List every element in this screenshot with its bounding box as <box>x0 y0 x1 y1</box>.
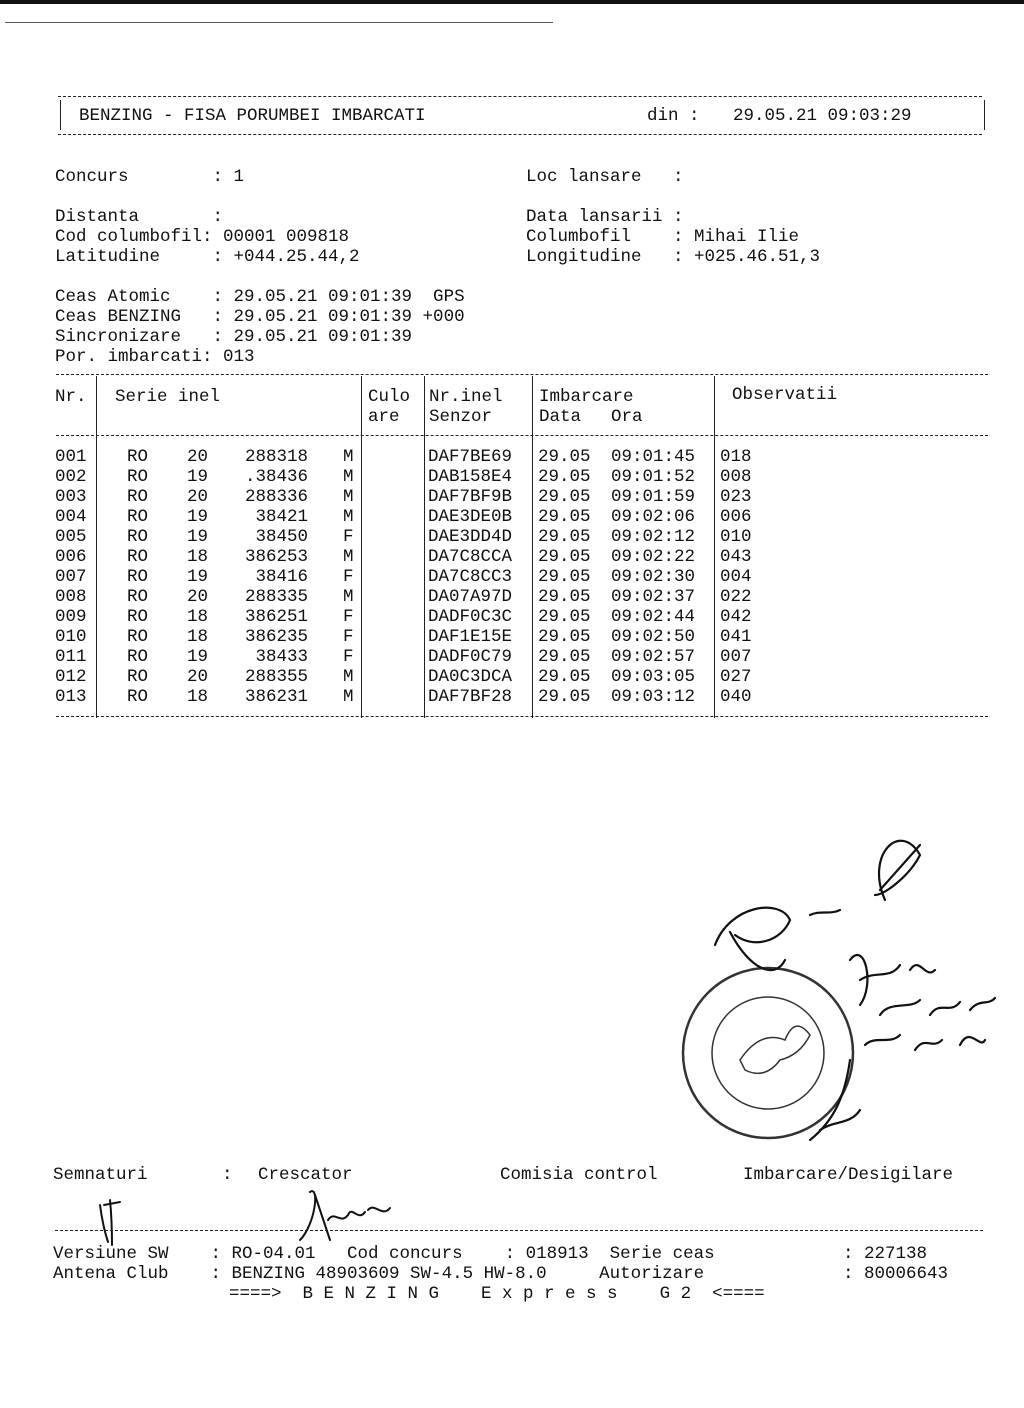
autorizare-value: : 80006643 <box>843 1264 949 1284</box>
cell-sex: M <box>343 547 354 567</box>
cell-country: RO <box>127 447 149 467</box>
cell-date: 29.05 <box>538 547 591 567</box>
cell-date: 29.05 <box>538 627 591 647</box>
table-row <box>0 667 1024 687</box>
cell-nr: 002 <box>55 467 87 487</box>
sincronizare-line: Sincronizare : 29.05.21 09:01:39 <box>55 327 413 347</box>
cell-sensor: DADF0C79 <box>428 647 513 667</box>
cell-nr: 004 <box>55 507 87 527</box>
cell-obs: 008 <box>720 467 752 487</box>
cell-time: 09:03:12 <box>611 687 696 707</box>
columbofil-line: Columbofil : Mihai Ilie <box>526 227 800 247</box>
table-header-rule <box>56 435 988 436</box>
table-row <box>0 567 1024 587</box>
cell-sensor: DA7C8CCA <box>428 547 513 567</box>
cell-sensor: DA07A97D <box>428 587 513 607</box>
serie-ceas-value: : 227138 <box>843 1244 928 1264</box>
distanta-line: Distanta : <box>55 207 224 227</box>
cell-year: 19 <box>187 507 209 527</box>
cell-sensor: DAB158E4 <box>428 467 513 487</box>
cell-obs: 010 <box>720 527 752 547</box>
semnaturi-label: Semnaturi <box>53 1165 148 1185</box>
table-row <box>0 607 1024 627</box>
organization-stamp <box>683 968 853 1138</box>
table-row <box>0 527 1024 547</box>
cell-ring: .38436 <box>244 467 308 487</box>
cell-sensor: DA7C8CC3 <box>428 567 513 587</box>
cell-sex: F <box>343 567 354 587</box>
cell-ring: 386251 <box>244 607 308 627</box>
header-observatii: Observatii <box>732 385 838 405</box>
benzing-express-banner: ====> B E N Z I N G E x p r e s s G 2 <==== <box>229 1284 765 1304</box>
cell-ring: 38421 <box>255 507 308 527</box>
longitudine-line: Longitudine : +025.46.51,3 <box>526 247 821 267</box>
cell-year: 20 <box>187 587 209 607</box>
header-bottom-rule <box>58 134 982 135</box>
imbarcare-desigilare-label: Imbarcare/Desigilare <box>743 1165 954 1185</box>
header-imbarcare: Imbarcare <box>539 387 634 407</box>
header-culo: Culo <box>368 387 411 407</box>
table-row <box>0 547 1024 567</box>
cell-year: 19 <box>187 647 209 667</box>
cell-sensor: DAF7BF28 <box>428 687 513 707</box>
cell-date: 29.05 <box>538 607 591 627</box>
scan-faint-line <box>5 22 553 23</box>
cell-ring: 386231 <box>244 687 308 707</box>
cell-time: 09:02:22 <box>611 547 696 567</box>
cell-sensor: DADF0C3C <box>428 607 513 627</box>
document-title: BENZING - FISA PORUMBEI IMBARCATI <box>79 106 426 126</box>
table-row <box>0 467 1024 487</box>
cell-country: RO <box>127 467 149 487</box>
header-left-border <box>60 100 61 130</box>
cell-sensor: DAF1E15E <box>428 627 513 647</box>
cell-sex: F <box>343 607 354 627</box>
cell-sex: F <box>343 647 354 667</box>
cell-obs: 022 <box>720 587 752 607</box>
cell-sex: F <box>343 627 354 647</box>
cell-ring: 38416 <box>255 567 308 587</box>
cell-year: 18 <box>187 687 209 707</box>
date-label: din : <box>647 106 700 126</box>
cell-nr: 010 <box>55 627 87 647</box>
header-ora: Ora <box>611 407 643 427</box>
cell-nr: 012 <box>55 667 87 687</box>
cell-obs: 006 <box>720 507 752 527</box>
cell-year: 20 <box>187 447 209 467</box>
cell-date: 29.05 <box>538 447 591 467</box>
cell-time: 09:01:59 <box>611 487 696 507</box>
header-nr-inel: Nr.inel <box>429 387 503 407</box>
footer-rule <box>55 1230 983 1231</box>
cell-time: 09:02:30 <box>611 567 696 587</box>
cell-sex: M <box>343 467 354 487</box>
cell-time: 09:02:50 <box>611 627 696 647</box>
cod-columbofil-line: Cod columbofil: 00001 009818 <box>55 227 350 247</box>
header-data: Data <box>539 407 582 427</box>
cell-country: RO <box>127 687 149 707</box>
cell-date: 29.05 <box>538 687 591 707</box>
data-lansarii-line: Data lansarii : <box>526 207 684 227</box>
table-row <box>0 687 1024 707</box>
cell-country: RO <box>127 547 149 567</box>
antena-club-line: Antena Club : BENZING 48903609 SW-4.5 HW-8.0 Autorizare <box>53 1264 705 1284</box>
cell-ring: 288336 <box>244 487 308 507</box>
cell-nr: 013 <box>55 687 87 707</box>
cell-sex: F <box>343 527 354 547</box>
cell-time: 09:02:44 <box>611 607 696 627</box>
header-serie-inel: Serie inel <box>115 387 221 407</box>
cell-sensor: DAF7BF9B <box>428 487 513 507</box>
cell-country: RO <box>127 607 149 627</box>
concurs-line: Concurs : 1 <box>55 167 245 187</box>
cell-country: RO <box>127 667 149 687</box>
cell-year: 18 <box>187 627 209 647</box>
header-right-border <box>984 100 985 130</box>
header-senzor: Senzor <box>429 407 493 427</box>
cell-sex: M <box>343 447 354 467</box>
cell-country: RO <box>127 647 149 667</box>
cell-country: RO <box>127 567 149 587</box>
cell-year: 20 <box>187 487 209 507</box>
cell-country: RO <box>127 627 149 647</box>
cell-year: 19 <box>187 467 209 487</box>
handwritten-signature-right <box>715 841 995 1140</box>
cell-date: 29.05 <box>538 587 591 607</box>
table-row <box>0 587 1024 607</box>
cell-ring: 38450 <box>255 527 308 547</box>
cell-year: 20 <box>187 667 209 687</box>
crescator-label: Crescator <box>258 1165 353 1185</box>
header-top-rule <box>58 96 982 97</box>
cell-sex: M <box>343 687 354 707</box>
cell-obs: 018 <box>720 447 752 467</box>
cell-obs: 041 <box>720 627 752 647</box>
cell-sex: M <box>343 507 354 527</box>
cell-obs: 004 <box>720 567 752 587</box>
table-top-rule <box>56 374 988 375</box>
ceas-benzing-line: Ceas BENZING : 29.05.21 09:01:39 +000 <box>55 307 465 327</box>
cell-date: 29.05 <box>538 507 591 527</box>
table-row <box>0 647 1024 667</box>
cell-ring: 288355 <box>244 667 308 687</box>
table-row <box>0 487 1024 507</box>
cell-time: 09:02:57 <box>611 647 696 667</box>
cell-ring: 386235 <box>244 627 308 647</box>
cell-nr: 008 <box>55 587 87 607</box>
cell-time: 09:02:12 <box>611 527 696 547</box>
table-row <box>0 627 1024 647</box>
table-bottom-rule <box>56 716 988 717</box>
loc-lansare-line: Loc lansare : <box>526 167 684 187</box>
cell-time: 09:01:45 <box>611 447 696 467</box>
cell-time: 09:01:52 <box>611 467 696 487</box>
ceas-atomic-line: Ceas Atomic : 29.05.21 09:01:39 GPS <box>55 287 465 307</box>
latitudine-line: Latitudine : +044.25.44,2 <box>55 247 360 267</box>
cell-year: 18 <box>187 607 209 627</box>
signature-colon: : <box>222 1165 233 1185</box>
cell-sensor: DAE3DD4D <box>428 527 513 547</box>
cell-nr: 009 <box>55 607 87 627</box>
cell-obs: 007 <box>720 647 752 667</box>
cell-country: RO <box>127 507 149 527</box>
cell-date: 29.05 <box>538 527 591 547</box>
cell-sex: M <box>343 667 354 687</box>
cell-sensor: DA0C3DCA <box>428 667 513 687</box>
cell-sensor: DAF7BE69 <box>428 447 513 467</box>
cell-date: 29.05 <box>538 467 591 487</box>
cell-country: RO <box>127 487 149 507</box>
cell-ring: 288335 <box>244 587 308 607</box>
cell-sex: M <box>343 487 354 507</box>
cell-nr: 001 <box>55 447 87 467</box>
cell-nr: 005 <box>55 527 87 547</box>
cell-time: 09:02:06 <box>611 507 696 527</box>
cell-ring: 386253 <box>244 547 308 567</box>
header-are: are <box>368 407 400 427</box>
cell-year: 18 <box>187 547 209 567</box>
cell-time: 09:02:37 <box>611 587 696 607</box>
cell-obs: 023 <box>720 487 752 507</box>
signatures-and-stamp <box>670 820 1010 1170</box>
cell-date: 29.05 <box>538 567 591 587</box>
cell-nr: 003 <box>55 487 87 507</box>
comisia-control-label: Comisia control <box>500 1165 658 1185</box>
header-nr: Nr. <box>55 387 87 407</box>
versiune-sw-line: Versiune SW : RO-04.01 Cod concurs : 018913 Serie ceas <box>53 1244 715 1264</box>
cell-obs: 027 <box>720 667 752 687</box>
cell-obs: 040 <box>720 687 752 707</box>
date-value: 29.05.21 09:03:29 <box>733 106 912 126</box>
cell-nr: 011 <box>55 647 87 667</box>
cell-obs: 042 <box>720 607 752 627</box>
cell-ring: 288318 <box>244 447 308 467</box>
cell-nr: 006 <box>55 547 87 567</box>
cell-date: 29.05 <box>538 647 591 667</box>
cell-sex: M <box>343 587 354 607</box>
por-imbarcati-line: Por. imbarcati: 013 <box>55 347 255 367</box>
table-row <box>0 507 1024 527</box>
scan-top-edge <box>0 0 1024 4</box>
cell-year: 19 <box>187 527 209 547</box>
cell-sensor: DAE3DE0B <box>428 507 513 527</box>
cell-year: 19 <box>187 567 209 587</box>
cell-country: RO <box>127 527 149 547</box>
cell-ring: 38433 <box>255 647 308 667</box>
cell-obs: 043 <box>720 547 752 567</box>
cell-date: 29.05 <box>538 667 591 687</box>
cell-country: RO <box>127 587 149 607</box>
cell-time: 09:03:05 <box>611 667 696 687</box>
handwritten-signatures-bottom <box>90 1150 430 1250</box>
table-row <box>0 447 1024 467</box>
cell-date: 29.05 <box>538 487 591 507</box>
cell-nr: 007 <box>55 567 87 587</box>
